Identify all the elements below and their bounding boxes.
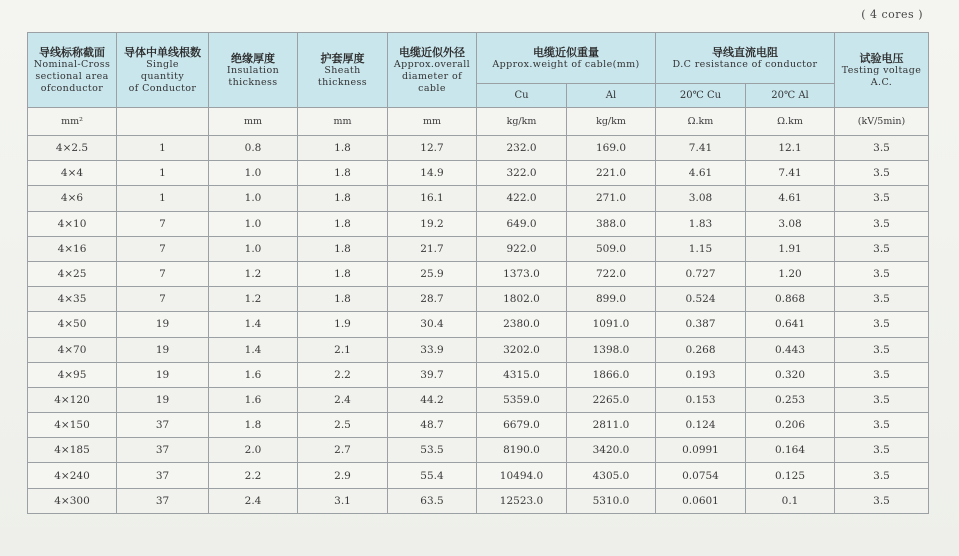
resistance-cu-cell: 0.124: [656, 413, 746, 438]
weight-al-cell: 5310.0: [567, 488, 656, 513]
insulation-cell: 0.8: [209, 136, 298, 161]
table-header: [28, 33, 929, 108]
header-resistance: 导线直流电阻 D.C resistance of conductor: [656, 33, 835, 84]
insulation-cell: 1.4: [209, 337, 298, 362]
resistance-cu-cell: 0.387: [656, 312, 746, 337]
voltage-cell: 3.5: [835, 362, 929, 387]
weight-cu-cell: 922.0: [477, 236, 567, 261]
wires-cell: 19: [117, 387, 209, 412]
wires-cell: 19: [117, 362, 209, 387]
insulation-cell: 1.6: [209, 362, 298, 387]
unit-cell: Ω.km: [746, 108, 835, 136]
table-row: [28, 136, 929, 161]
resistance-al-cell: 1.91: [746, 236, 835, 261]
diameter-cell: 39.7: [388, 362, 477, 387]
voltage-cell: 3.5: [835, 438, 929, 463]
weight-al-cell: 3420.0: [567, 438, 656, 463]
weight-cu-cell: 2380.0: [477, 312, 567, 337]
table-row: [28, 312, 929, 337]
resistance-cu-cell: 0.153: [656, 387, 746, 412]
table-row: [28, 261, 929, 286]
weight-al-cell: 509.0: [567, 236, 656, 261]
size-cell: 4×185: [28, 438, 117, 463]
voltage-cell: 3.5: [835, 161, 929, 186]
resistance-al-cell: 0.641: [746, 312, 835, 337]
size-cell: 4×240: [28, 463, 117, 488]
resistance-al-cell: 4.61: [746, 186, 835, 211]
weight-cu-cell: 8190.0: [477, 438, 567, 463]
voltage-cell: 3.5: [835, 488, 929, 513]
resistance-al-cell: 0.125: [746, 463, 835, 488]
weight-cu-cell: 4315.0: [477, 362, 567, 387]
wires-cell: 37: [117, 463, 209, 488]
unit-cell: kg/km: [477, 108, 567, 136]
voltage-cell: 3.5: [835, 211, 929, 236]
weight-al-cell: 1398.0: [567, 337, 656, 362]
header-voltage: 试验电压 Testing voltage A.C.: [835, 33, 929, 108]
size-cell: 4×150: [28, 413, 117, 438]
diameter-cell: 33.9: [388, 337, 477, 362]
header-wires: 导体中单线根数 Single quantity of Conductor: [117, 33, 209, 108]
sheath-cell: 1.8: [298, 287, 388, 312]
header-size: 导线标称截面 Nominal-Cross sectional area ofconductor: [28, 33, 117, 108]
resistance-al-cell: 3.08: [746, 211, 835, 236]
sheath-cell: 2.2: [298, 362, 388, 387]
diameter-cell: 16.1: [388, 186, 477, 211]
voltage-cell: 3.5: [835, 337, 929, 362]
weight-cu-cell: 322.0: [477, 161, 567, 186]
header-resistance-cu: 20℃ Cu: [656, 84, 746, 108]
diameter-cell: 30.4: [388, 312, 477, 337]
resistance-al-cell: 0.443: [746, 337, 835, 362]
weight-al-cell: 722.0: [567, 261, 656, 286]
voltage-cell: 3.5: [835, 287, 929, 312]
resistance-al-cell: 0.320: [746, 362, 835, 387]
unit-cell: mm²: [28, 108, 117, 136]
table-row: [28, 463, 929, 488]
header-weight-cu: Cu: [477, 84, 567, 108]
diameter-cell: 63.5: [388, 488, 477, 513]
resistance-cu-cell: 1.15: [656, 236, 746, 261]
sheath-cell: 2.4: [298, 387, 388, 412]
insulation-cell: 2.4: [209, 488, 298, 513]
voltage-cell: 3.5: [835, 186, 929, 211]
header-insulation: 绝缘厚度 Insulation thickness: [209, 33, 298, 108]
sheath-cell: 1.8: [298, 161, 388, 186]
unit-cell: Ω.km: [656, 108, 746, 136]
size-cell: 4×35: [28, 287, 117, 312]
resistance-al-cell: 0.868: [746, 287, 835, 312]
resistance-cu-cell: 0.193: [656, 362, 746, 387]
weight-cu-cell: 1802.0: [477, 287, 567, 312]
insulation-cell: 1.2: [209, 261, 298, 286]
sheath-cell: 2.1: [298, 337, 388, 362]
wires-cell: 7: [117, 261, 209, 286]
diameter-cell: 14.9: [388, 161, 477, 186]
diameter-cell: 25.9: [388, 261, 477, 286]
weight-cu-cell: 422.0: [477, 186, 567, 211]
weight-al-cell: 221.0: [567, 161, 656, 186]
units-row: [28, 108, 929, 136]
wires-cell: 7: [117, 236, 209, 261]
insulation-cell: 1.0: [209, 236, 298, 261]
diameter-cell: 12.7: [388, 136, 477, 161]
insulation-cell: 1.2: [209, 287, 298, 312]
insulation-cell: 2.2: [209, 463, 298, 488]
size-cell: 4×6: [28, 186, 117, 211]
table-row: [28, 211, 929, 236]
wires-cell: 37: [117, 488, 209, 513]
cable-spec-table: [27, 32, 929, 514]
weight-cu-cell: 5359.0: [477, 387, 567, 412]
resistance-al-cell: 0.1: [746, 488, 835, 513]
unit-cell: mm: [388, 108, 477, 136]
resistance-cu-cell: 0.268: [656, 337, 746, 362]
header-diameter: 电缆近似外径 Approx.overall diameter of cable: [388, 33, 477, 108]
insulation-cell: 1.0: [209, 161, 298, 186]
weight-cu-cell: 232.0: [477, 136, 567, 161]
table-row: [28, 186, 929, 211]
resistance-al-cell: 0.206: [746, 413, 835, 438]
table-row: [28, 488, 929, 513]
weight-al-cell: 899.0: [567, 287, 656, 312]
sheath-cell: 2.7: [298, 438, 388, 463]
unit-cell: [117, 108, 209, 136]
weight-cu-cell: 1373.0: [477, 261, 567, 286]
voltage-cell: 3.5: [835, 236, 929, 261]
size-cell: 4×10: [28, 211, 117, 236]
wires-cell: 1: [117, 136, 209, 161]
resistance-cu-cell: 0.0601: [656, 488, 746, 513]
weight-cu-cell: 3202.0: [477, 337, 567, 362]
voltage-cell: 3.5: [835, 387, 929, 412]
size-cell: 4×16: [28, 236, 117, 261]
sheath-cell: 1.8: [298, 186, 388, 211]
diameter-cell: 19.2: [388, 211, 477, 236]
table-row: [28, 387, 929, 412]
resistance-cu-cell: 0.524: [656, 287, 746, 312]
size-cell: 4×50: [28, 312, 117, 337]
weight-cu-cell: 10494.0: [477, 463, 567, 488]
weight-al-cell: 388.0: [567, 211, 656, 236]
unit-cell: mm: [209, 108, 298, 136]
size-cell: 4×4: [28, 161, 117, 186]
size-cell: 4×95: [28, 362, 117, 387]
voltage-cell: 3.5: [835, 413, 929, 438]
resistance-al-cell: 0.164: [746, 438, 835, 463]
table-row: [28, 337, 929, 362]
insulation-cell: 1.4: [209, 312, 298, 337]
wires-cell: 1: [117, 161, 209, 186]
voltage-cell: 3.5: [835, 261, 929, 286]
resistance-cu-cell: 0.727: [656, 261, 746, 286]
sheath-cell: 1.8: [298, 211, 388, 236]
wires-cell: 7: [117, 211, 209, 236]
sheath-cell: 1.8: [298, 236, 388, 261]
table-row: [28, 287, 929, 312]
table-row: [28, 161, 929, 186]
resistance-cu-cell: 0.0991: [656, 438, 746, 463]
resistance-al-cell: 12.1: [746, 136, 835, 161]
voltage-cell: 3.5: [835, 136, 929, 161]
sheath-cell: 1.9: [298, 312, 388, 337]
header-resistance-al: 20℃ Al: [746, 84, 835, 108]
resistance-al-cell: 1.20: [746, 261, 835, 286]
resistance-cu-cell: 0.0754: [656, 463, 746, 488]
unit-cell: mm: [298, 108, 388, 136]
wires-cell: 37: [117, 413, 209, 438]
sheath-cell: 1.8: [298, 261, 388, 286]
size-cell: 4×120: [28, 387, 117, 412]
wires-cell: 7: [117, 287, 209, 312]
weight-al-cell: 2811.0: [567, 413, 656, 438]
wires-cell: 19: [117, 312, 209, 337]
diameter-cell: 48.7: [388, 413, 477, 438]
voltage-cell: 3.5: [835, 463, 929, 488]
insulation-cell: 2.0: [209, 438, 298, 463]
sheath-cell: 2.9: [298, 463, 388, 488]
wires-cell: 37: [117, 438, 209, 463]
wires-cell: 19: [117, 337, 209, 362]
wires-cell: 1: [117, 186, 209, 211]
weight-cu-cell: 649.0: [477, 211, 567, 236]
size-cell: 4×2.5: [28, 136, 117, 161]
insulation-cell: 1.0: [209, 186, 298, 211]
diameter-cell: 53.5: [388, 438, 477, 463]
weight-al-cell: 1091.0: [567, 312, 656, 337]
header-weight: 电缆近似重量 Approx.weight of cable(mm): [477, 33, 656, 84]
sheath-cell: 2.5: [298, 413, 388, 438]
resistance-al-cell: 0.253: [746, 387, 835, 412]
table-body: [28, 108, 929, 514]
cores-note: ( 4 cores ): [861, 8, 923, 21]
weight-al-cell: 1866.0: [567, 362, 656, 387]
weight-al-cell: 271.0: [567, 186, 656, 211]
header-weight-al: Al: [567, 84, 656, 108]
diameter-cell: 55.4: [388, 463, 477, 488]
size-cell: 4×25: [28, 261, 117, 286]
weight-al-cell: 4305.0: [567, 463, 656, 488]
resistance-cu-cell: 7.41: [656, 136, 746, 161]
size-cell: 4×70: [28, 337, 117, 362]
resistance-cu-cell: 4.61: [656, 161, 746, 186]
weight-al-cell: 169.0: [567, 136, 656, 161]
insulation-cell: 1.8: [209, 413, 298, 438]
table-row: [28, 413, 929, 438]
weight-al-cell: 2265.0: [567, 387, 656, 412]
insulation-cell: 1.6: [209, 387, 298, 412]
sheath-cell: 1.8: [298, 136, 388, 161]
voltage-cell: 3.5: [835, 312, 929, 337]
table-row: [28, 362, 929, 387]
size-cell: 4×300: [28, 488, 117, 513]
table-row: [28, 236, 929, 261]
unit-cell: (kV/5min): [835, 108, 929, 136]
insulation-cell: 1.0: [209, 211, 298, 236]
header-sheath: 护套厚度 Sheath thickness: [298, 33, 388, 108]
weight-cu-cell: 12523.0: [477, 488, 567, 513]
diameter-cell: 21.7: [388, 236, 477, 261]
table-row: [28, 438, 929, 463]
weight-cu-cell: 6679.0: [477, 413, 567, 438]
resistance-cu-cell: 1.83: [656, 211, 746, 236]
resistance-cu-cell: 3.08: [656, 186, 746, 211]
diameter-cell: 44.2: [388, 387, 477, 412]
sheath-cell: 3.1: [298, 488, 388, 513]
diameter-cell: 28.7: [388, 287, 477, 312]
resistance-al-cell: 7.41: [746, 161, 835, 186]
unit-cell: kg/km: [567, 108, 656, 136]
